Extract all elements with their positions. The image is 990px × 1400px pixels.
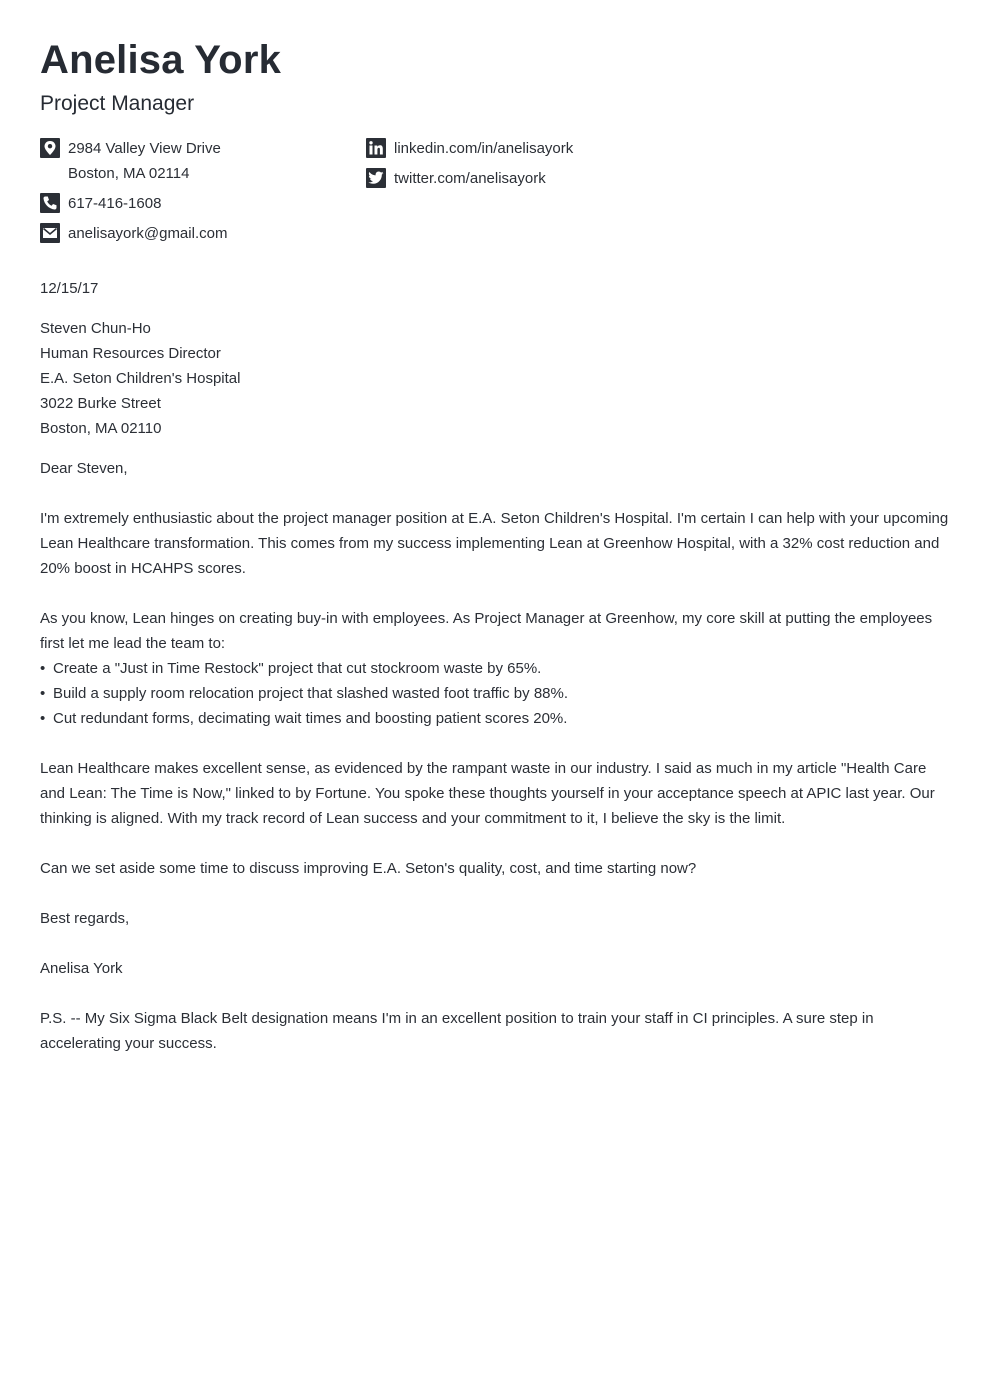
map-pin-icon	[40, 138, 60, 158]
applicant-name: Anelisa York	[40, 38, 282, 82]
phone-icon	[40, 193, 60, 213]
signature: Anelisa York	[40, 960, 123, 977]
envelope-icon	[40, 223, 60, 243]
closing: Best regards,	[40, 910, 130, 927]
recipient-company: E.A. Seton Children's Hospital	[40, 370, 241, 387]
contact-phone	[40, 191, 227, 216]
contact-twitter	[366, 166, 573, 191]
paragraph-alignment: Lean Healthcare makes excellent sense, as evidenced by the rampant waste in our industry. I said as much in my article "Health Care and Lean: The Time is Now," linked to by Fortune. You spoke these thoughts yourself in your acceptance speech at APIC last year. Our thinking is aligned. With my track record of Lean success and your commitment to it, I believe the sky is the limit.	[40, 760, 935, 827]
paragraph-achievements: As you know, Lean hinges on creating buy-in with employees. As Project Manager at Greenhow, my core skill at putting the employees first let me lead the team to:	[40, 610, 933, 652]
applicant-title: Project Manager	[40, 92, 195, 115]
twitter-icon	[366, 168, 386, 188]
recipient-name: Steven Chun-Ho	[40, 320, 151, 337]
linkedin-url[interactable]: linkedin.com/in/anelisayork	[394, 140, 574, 157]
list-item: • Build a supply room relocation project that slashed wasted foot traffic by 88%.	[40, 681, 950, 706]
achievement-list	[40, 656, 950, 731]
contact-email	[40, 221, 227, 246]
postscript: P.S. -- My Six Sigma Black Belt designation means I'm in an excellent position to train your staff in CI principles. A sure step in accelerating your success.	[40, 1010, 874, 1052]
linkedin-icon	[366, 138, 386, 158]
paragraph-call-to-action: Can we set aside some time to discuss improving E.A. Seton's quality, cost, and time starting now?	[40, 860, 697, 877]
recipient-title: Human Resources Director	[40, 345, 221, 362]
email-address: anelisayork@gmail.com	[68, 225, 228, 242]
recipient-city: Boston, MA 02110	[40, 420, 162, 437]
recipient-street: 3022 Burke Street	[40, 395, 161, 412]
contact-linkedin	[366, 136, 573, 161]
contact-address	[40, 136, 227, 186]
salutation: Dear Steven,	[40, 460, 128, 477]
recipient-block	[40, 316, 950, 441]
letter-body	[40, 276, 950, 1056]
list-item: • Cut redundant forms, decimating wait times and boosting patient scores 20%.	[40, 706, 950, 731]
address-line-2: Boston, MA 02114	[68, 165, 190, 182]
contact-column-left	[40, 136, 227, 251]
list-item: • Create a "Just in Time Restock" project that cut stockroom waste by 65%.	[40, 656, 950, 681]
phone-number: 617-416-1608	[68, 195, 162, 212]
address-line-1: 2984 Valley View Drive	[68, 140, 221, 157]
contact-column-right	[366, 136, 573, 196]
letter-date: 12/15/17	[40, 280, 99, 297]
twitter-url[interactable]: twitter.com/anelisayork	[394, 170, 546, 187]
paragraph-intro: I'm extremely enthusiastic about the project manager position at E.A. Seton Children's Hospital. I'm certain I can help with your upcoming Lean Healthcare transformation. This comes from my success implementing Lean at Greenhow Hospital, with a 32% cost reduction and 20% boost in HCAHPS scores.	[40, 510, 949, 577]
